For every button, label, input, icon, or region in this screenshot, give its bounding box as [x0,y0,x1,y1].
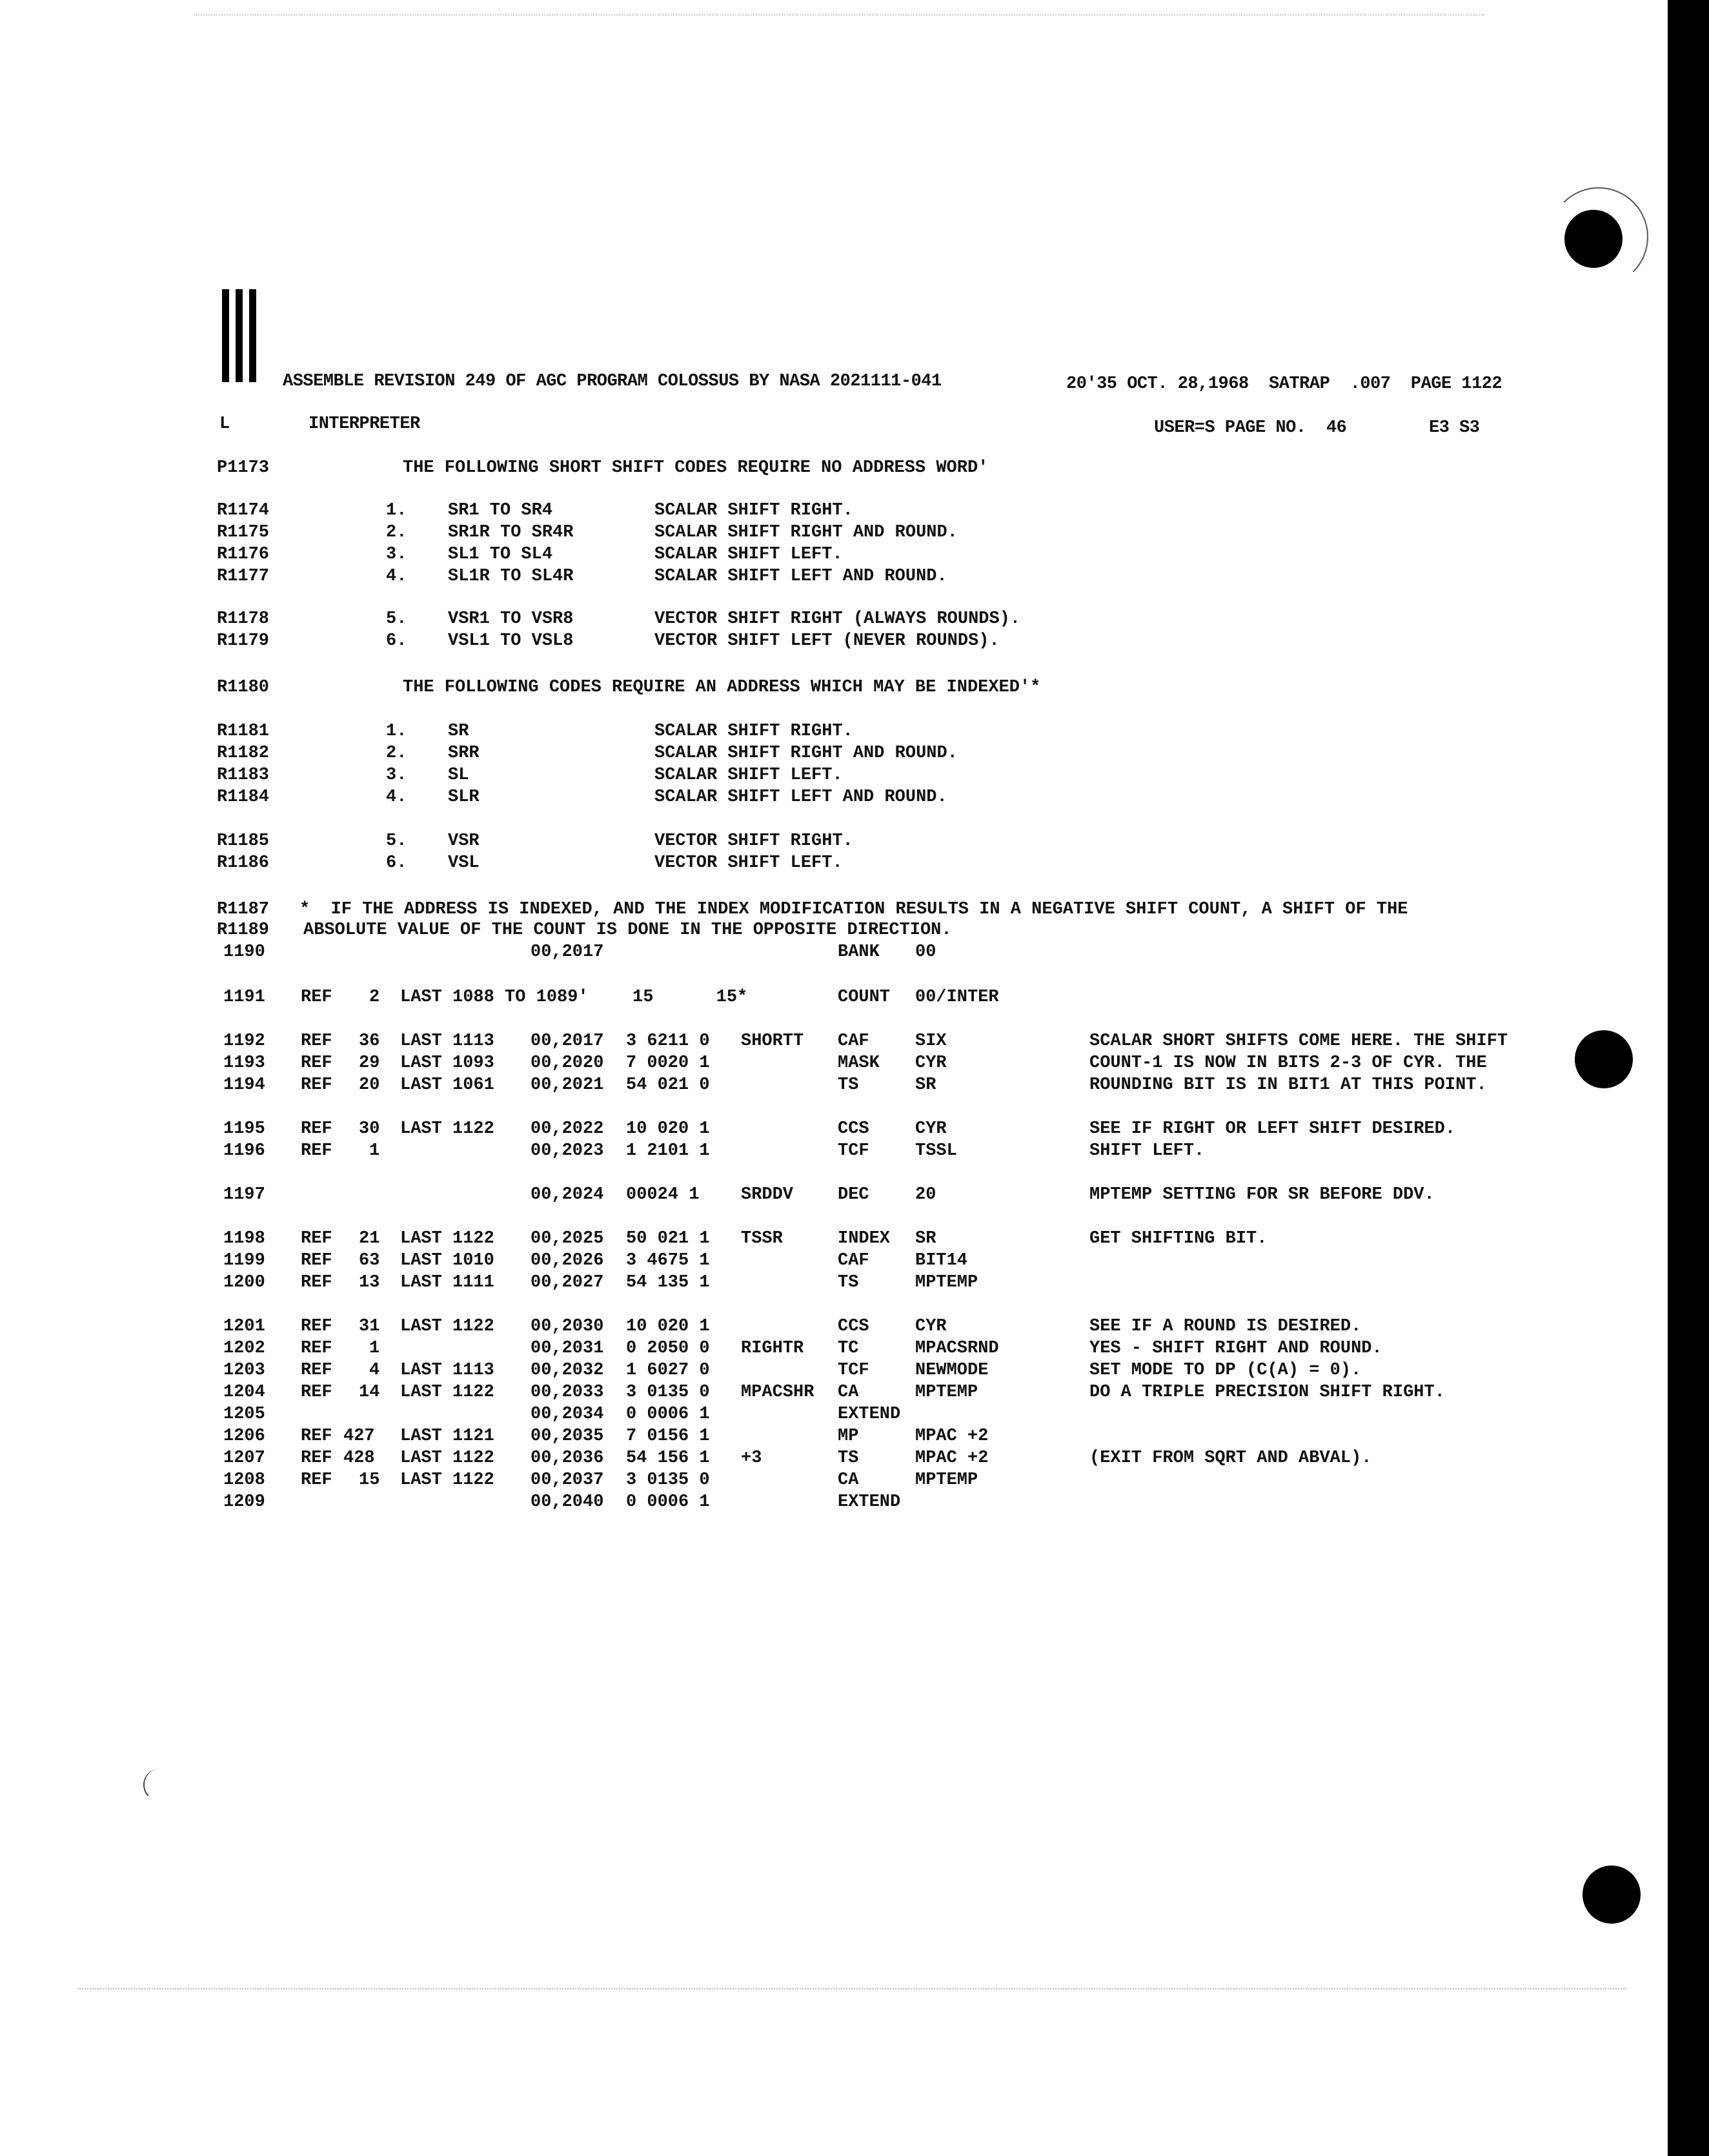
ref-count: 36 [359,1032,380,1051]
operand: MPAC +2 [915,1427,989,1446]
opcode: MP [838,1427,859,1446]
opcode: CAF [838,1032,869,1051]
address: 00,2031 [531,1339,604,1358]
address: 00,2033 [531,1383,604,1402]
code-label: MPACSHR [741,1383,814,1402]
remark-opcode: VSL [448,853,480,873]
remark-opcode: SL [448,766,469,785]
address: 00,2022 [531,1119,604,1139]
code-label: TSSR [741,1229,783,1248]
remark-description: VECTOR SHIFT LEFT (NEVER ROUNDS). [654,631,1000,651]
punch-hole-middle [1575,1030,1633,1088]
remark-number: 5. [386,831,407,851]
address: 00,2020 [531,1053,604,1073]
opcode: DEC [838,1185,869,1205]
operand: CYR [915,1053,947,1073]
remark-number: 1. [386,722,407,741]
opcode: TCF [838,1361,869,1380]
last-reference: LAST 1088 TO 1089' [400,988,589,1007]
punch-hole-bottom [1583,1866,1641,1924]
remark-opcode: VSR1 TO VSR8 [448,609,574,629]
last-reference: LAST 1122 [400,1449,494,1468]
line-number: 1200 [223,1273,265,1292]
line-number: 1191 [223,988,265,1007]
remark-description: SCALAR SHIFT RIGHT. [654,501,853,520]
section-name: INTERPRETER [308,414,420,434]
address: 00,2034 [531,1405,604,1424]
remark-number: 3. [386,766,407,785]
operand: 00/INTER [915,988,999,1007]
line-number: 1208 [223,1470,265,1490]
last-reference: LAST 1121 [400,1427,494,1446]
pencil-mark [143,1769,170,1801]
octal-word: 50 021 1 [626,1229,710,1248]
remark-opcode: SL1 TO SL4 [448,545,553,564]
operand: 00 [915,942,936,962]
address: 00,2026 [531,1251,604,1270]
octal-word: 54 021 0 [626,1075,710,1095]
remark-description: SCALAR SHIFT RIGHT AND ROUND. [654,744,958,763]
opcode: CA [838,1383,859,1402]
ref-marker: REF [301,1119,332,1139]
remark-seq: P1173 [217,458,270,478]
remark-seq: R1174 [217,501,270,520]
ref-count: 4 [369,1361,380,1380]
ref-marker: REF [301,1317,332,1336]
last-reference: LAST 1113 [400,1032,494,1051]
line-number: 1203 [223,1361,265,1380]
remark-seq: R1185 [217,831,270,851]
remark-seq: R1176 [217,545,270,564]
line-number: 1201 [223,1317,265,1336]
comment: ROUNDING BIT IS IN BIT1 AT THIS POINT. [1089,1075,1487,1095]
last-reference: LAST 1061 [400,1075,494,1095]
ref-marker: REF [301,1273,332,1292]
ref-marker: REF [301,1251,332,1270]
comment: YES - SHIFT RIGHT AND ROUND. [1089,1339,1382,1358]
remark-seq: R1184 [217,788,270,807]
remark-seq: R1177 [217,567,270,586]
ref-count: 428 [343,1449,375,1468]
comment: DO A TRIPLE PRECISION SHIFT RIGHT. [1089,1383,1445,1402]
address: 00,2025 [531,1229,604,1248]
last-reference: LAST 1122 [400,1119,494,1139]
ref-count: 2 [369,988,380,1007]
address: 00,2023 [531,1141,604,1161]
remark-opcode: SL1R TO SL4R [448,567,574,586]
remark-seq: R1175 [217,523,270,542]
octal-word: 0 0006 1 [626,1405,710,1424]
remark-seq: R1182 [217,744,270,763]
line-number: 1202 [223,1339,265,1358]
last-reference: LAST 1122 [400,1229,494,1248]
remark-text: THE FOLLOWING SHORT SHIFT CODES REQUIRE NO ADDRESS WORD' [403,458,989,478]
line-number: 1192 [223,1032,265,1051]
ref-count: 63 [359,1251,380,1270]
octal-word: 7 0156 1 [626,1427,710,1446]
operand: MPTEMP [915,1470,978,1490]
remark-description: VECTOR SHIFT LEFT. [654,853,843,873]
remark-opcode: SLR [448,788,480,807]
address: 00,2037 [531,1470,604,1490]
line-number: 1207 [223,1449,265,1468]
remark-number: 4. [386,788,407,807]
code-label: RIGHTR [741,1339,804,1358]
octal-word: 15 15* [632,988,748,1007]
octal-word: 3 6211 0 [626,1032,710,1051]
last-reference: LAST 1093 [400,1053,494,1073]
ref-count: 1 [369,1141,380,1161]
line-number: 1190 [223,942,265,962]
operand: TSSL [915,1141,957,1161]
ref-marker: REF [301,1383,332,1402]
address: 00,2036 [531,1449,604,1468]
operand: NEWMODE [915,1361,989,1380]
address: 00,2024 [531,1185,604,1205]
line-number: 1206 [223,1427,265,1446]
ref-count: 31 [359,1317,380,1336]
remark-number: 3. [386,545,407,564]
operand: MPAC +2 [915,1449,989,1468]
remark-opcode: SR1 TO SR4 [448,501,553,520]
last-reference: LAST 1122 [400,1317,494,1336]
ref-count: 30 [359,1119,380,1139]
ref-marker: REF [301,1229,332,1248]
opcode: MASK [838,1053,880,1073]
opcode: BANK [838,942,880,962]
remark-seq: R1181 [217,722,270,741]
remark-seq: R1183 [217,766,270,785]
remark-description: SCALAR SHIFT RIGHT. [654,722,853,741]
remark-text: * IF THE ADDRESS IS INDEXED, AND THE INDEX MODIFICATION RESULTS IN A NEGATIVE SHIFT COUNT, A SHIFT OF THE [299,900,1408,919]
address: 00,2021 [531,1075,604,1095]
comment: SHIFT LEFT. [1089,1141,1205,1161]
remark-number: 1. [386,501,407,520]
line-number: 1195 [223,1119,265,1139]
remark-number: 6. [386,631,407,651]
comment: SEE IF RIGHT OR LEFT SHIFT DESIRED. [1089,1119,1456,1139]
comment: GET SHIFTING BIT. [1089,1229,1268,1248]
opcode: EXTEND [838,1492,901,1512]
ref-count: 427 [343,1427,375,1446]
ref-count: 29 [359,1053,380,1073]
remark-opcode: SR [448,722,469,741]
last-reference: LAST 1122 [400,1470,494,1490]
opcode: COUNT [838,988,891,1007]
remark-seq: R1186 [217,853,270,873]
last-reference: LAST 1010 [400,1251,494,1270]
octal-word: 3 0135 0 [626,1383,710,1402]
ref-marker: REF [301,1141,332,1161]
octal-word: 3 4675 1 [626,1251,710,1270]
octal-word: 10 020 1 [626,1317,710,1336]
octal-word: 1 6027 0 [626,1361,710,1380]
remark-description: SCALAR SHIFT LEFT AND ROUND. [654,788,947,807]
scan-noise-top [194,14,1484,19]
line-number: 1197 [223,1185,265,1205]
operand: SR [915,1229,936,1248]
remark-text: ABSOLUTE VALUE OF THE COUNT IS DONE IN THE OPPOSITE DIRECTION. [303,920,952,940]
users-page: USER=S PAGE NO. 46 [1154,418,1347,438]
opcode: CCS [838,1119,869,1139]
remark-seq: R1178 [217,609,270,629]
ref-count: 15 [359,1470,380,1490]
remark-description: VECTOR SHIFT RIGHT. [654,831,853,851]
ref-count: 14 [359,1383,380,1402]
code-label: SHORTT [741,1032,804,1051]
remark-opcode: SR1R TO SR4R [448,523,574,542]
address: 00,2030 [531,1317,604,1336]
opcode: TCF [838,1141,869,1161]
address: 00,2027 [531,1273,604,1292]
octal-word: 7 0020 1 [626,1053,710,1073]
operand: CYR [915,1317,947,1336]
octal-word: 00024 1 [626,1185,700,1205]
remark-description: SCALAR SHIFT LEFT. [654,545,843,564]
section-code: L [219,414,230,434]
remark-description: VECTOR SHIFT RIGHT (ALWAYS ROUNDS). [654,609,1021,629]
comment: COUNT-1 IS NOW IN BITS 2-3 OF CYR. THE [1089,1053,1487,1073]
remark-opcode: VSR [448,831,480,851]
line-number: 1199 [223,1251,265,1270]
comment: (EXIT FROM SQRT AND ABVAL). [1089,1449,1372,1468]
header-title: ASSEMBLE REVISION 249 OF AGC PROGRAM COLOSSUS BY NASA 2021111-041 [283,372,942,391]
octal-word: 1 2101 1 [626,1141,710,1161]
remark-opcode: VSL1 TO VSL8 [448,631,574,651]
comment: SEE IF A ROUND IS DESIRED. [1089,1317,1362,1336]
remark-description: SCALAR SHIFT LEFT. [654,766,843,785]
ref-marker: REF [301,988,332,1007]
ref-count: 13 [359,1273,380,1292]
remark-seq: R1187 [217,900,270,919]
ref-marker: REF [301,1339,332,1358]
registration-bars [222,289,258,382]
remark-seq: R1189 [217,920,270,940]
line-number: 1193 [223,1053,265,1073]
octal-word: 0 0006 1 [626,1492,710,1512]
ref-count: 20 [359,1075,380,1095]
operand: SR [915,1075,936,1095]
scan-noise-bottom [77,1988,1626,1993]
comment: MPTEMP SETTING FOR SR BEFORE DDV. [1089,1185,1435,1205]
last-reference: LAST 1113 [400,1361,494,1380]
ref-marker: REF [301,1449,332,1468]
code-label: SRDDV [741,1185,794,1205]
page-code: E3 S3 [1429,418,1480,438]
comment: SCALAR SHORT SHIFTS COME HERE. THE SHIFT [1089,1032,1508,1051]
line-number: 1194 [223,1075,265,1095]
last-reference: LAST 1122 [400,1383,494,1402]
operand: CYR [915,1119,947,1139]
remark-number: 6. [386,853,407,873]
comment: SET MODE TO DP (C(A) = 0). [1089,1361,1362,1380]
address: 00,2017 [531,1032,604,1051]
remark-text: THE FOLLOWING CODES REQUIRE AN ADDRESS WHICH MAY BE INDEXED'* [403,678,1041,697]
remark-description: SCALAR SHIFT LEFT AND ROUND. [654,567,947,586]
ref-marker: REF [301,1053,332,1073]
operand: 20 [915,1185,936,1205]
line-number: 1209 [223,1492,265,1512]
address: 00,2040 [531,1492,604,1512]
line-number: 1204 [223,1383,265,1402]
remark-number: 2. [386,744,407,763]
remark-number: 2. [386,523,407,542]
octal-word: 10 020 1 [626,1119,710,1139]
opcode: CAF [838,1251,869,1270]
operand: MPTEMP [915,1273,978,1292]
operand: MPTEMP [915,1383,978,1402]
ref-count: 21 [359,1229,380,1248]
line-number: 1196 [223,1141,265,1161]
remark-seq: R1179 [217,631,270,651]
opcode: TC [838,1339,859,1358]
opcode: CCS [838,1317,869,1336]
code-label: +3 [741,1449,762,1468]
opcode: TS [838,1449,859,1468]
operand: BIT14 [915,1251,968,1270]
ref-marker: REF [301,1075,332,1095]
octal-word: 3 0135 0 [626,1470,710,1490]
opcode: EXTEND [838,1405,901,1424]
address: 00,2035 [531,1427,604,1446]
opcode: CA [838,1470,859,1490]
last-reference: LAST 1111 [400,1273,494,1292]
remark-number: 4. [386,567,407,586]
ref-marker: REF [301,1361,332,1380]
ref-marker: REF [301,1470,332,1490]
ref-marker: REF [301,1032,332,1051]
opcode: TS [838,1273,859,1292]
line-number: 1205 [223,1405,265,1424]
address: 00,2032 [531,1361,604,1380]
punch-hole-top [1564,210,1623,268]
octal-word: 0 2050 0 [626,1339,710,1358]
ref-marker: REF [301,1427,332,1446]
remark-opcode: SRR [448,744,480,763]
operand: SIX [915,1032,947,1051]
remark-description: SCALAR SHIFT RIGHT AND ROUND. [654,523,958,542]
remark-number: 5. [386,609,407,629]
remark-seq: R1180 [217,678,270,697]
opcode: TS [838,1075,859,1095]
operand: MPACSRND [915,1339,999,1358]
header-timestamp: 20'35 OCT. 28,1968 SATRAP .007 PAGE 1122 [1066,374,1502,394]
ref-count: 1 [369,1339,380,1358]
opcode: INDEX [838,1229,891,1248]
octal-word: 54 135 1 [626,1273,710,1292]
octal-word: 54 156 1 [626,1449,710,1468]
address: 00,2017 [531,942,604,962]
line-number: 1198 [223,1229,265,1248]
